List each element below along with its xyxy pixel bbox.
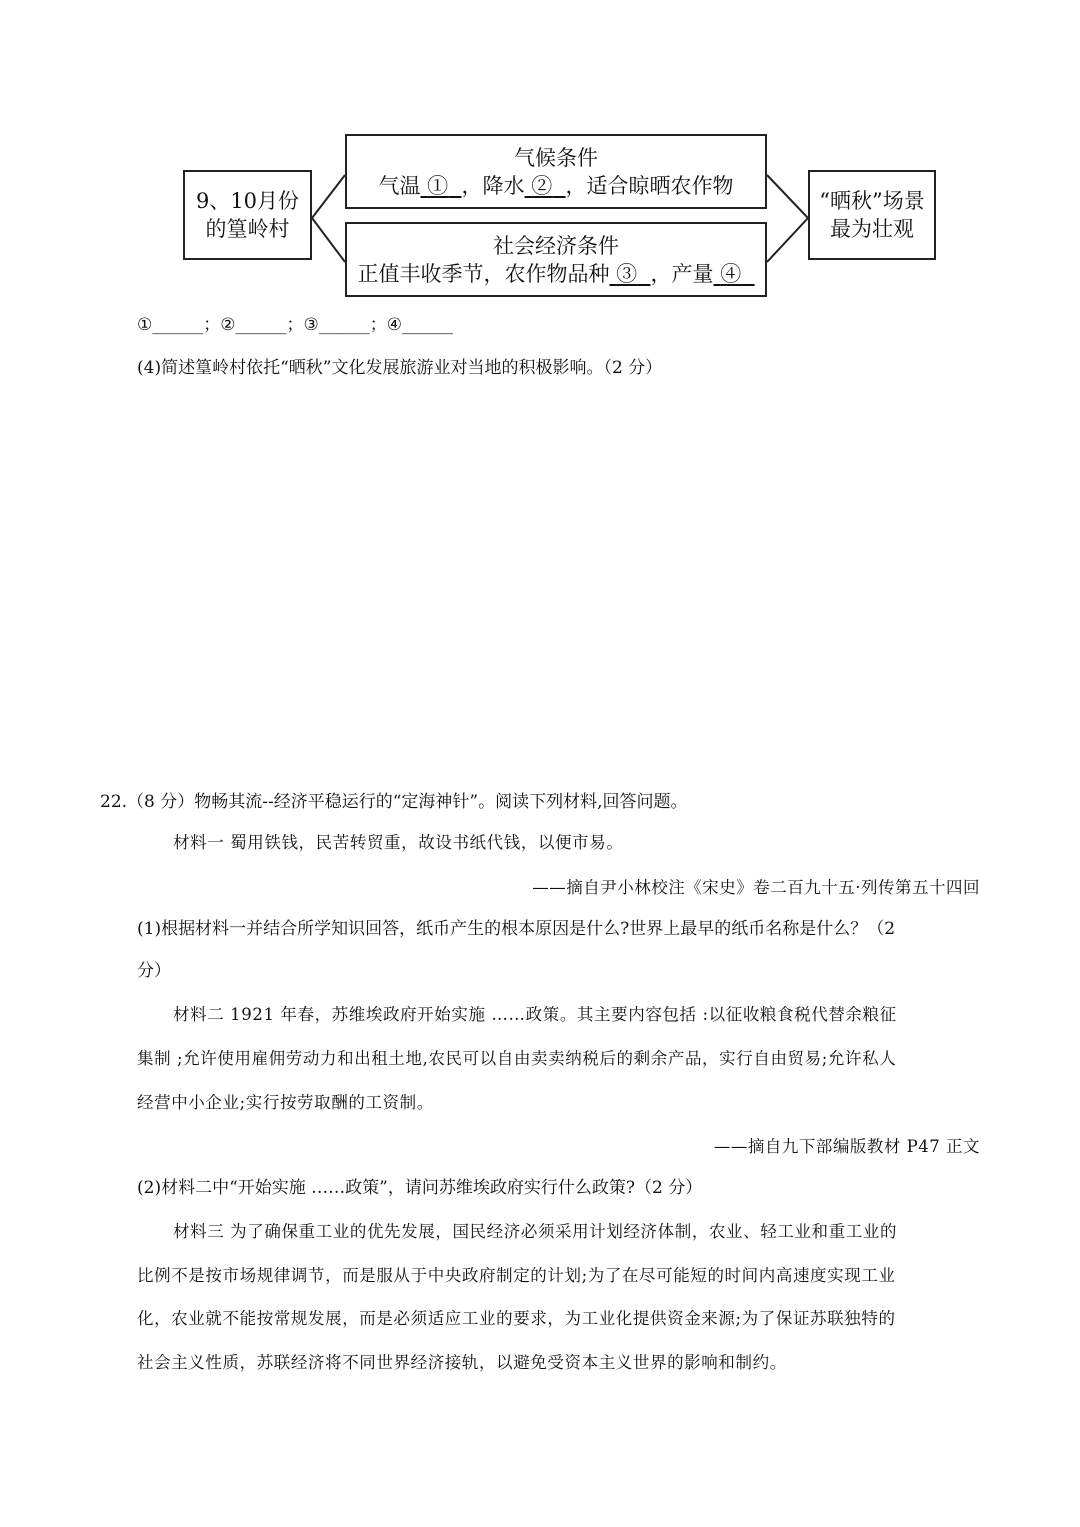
climate-box: [345, 134, 767, 209]
blank-4: [714, 262, 755, 286]
climate-suffix: ，适合晾晒农作物: [565, 174, 734, 198]
left-connector: [312, 175, 345, 262]
right-connector: [767, 175, 808, 262]
blank-2-label: ②: [531, 174, 553, 198]
blank-3-label: ③: [616, 262, 638, 286]
material-3-line1: 材料三 为了确保重工业的优先发展，国民经济必须采用计划经济体制，农业、轻工业和重工业的: [173, 1222, 898, 1241]
question-4: (4)简述篁岭村依托“晒秋”文化发展旅游业对当地的积极影响。（2 分）: [137, 358, 663, 378]
climate-line: [347, 172, 765, 200]
material-3-line4: 社会主义性质，苏联经济将不同世界经济接轨，以避免受资本主义世界的影响和制约。: [137, 1353, 787, 1372]
question-22-heading: 22.（8 分）物畅其流--经济平稳运行的“定海神针”。阅读下列材料,回答问题。: [100, 792, 688, 812]
question-22-1-line1: (1)根据材料一并结合所学知识回答，纸币产生的根本原因是什么?世界上最早的纸币名称是什么？（2: [137, 919, 896, 939]
blank-1-label: ①: [427, 174, 449, 198]
blank-4-label: ④: [720, 262, 742, 286]
blank-1: [420, 174, 461, 198]
right-box-line1: “晒秋”场景: [819, 189, 925, 213]
left-box-line2: 的篁岭村: [205, 217, 290, 241]
left-box: [183, 170, 312, 260]
blank-2: [525, 174, 566, 198]
climate-prefix: 气温: [378, 174, 421, 198]
social-mid: ，产量: [650, 262, 714, 286]
material-3-line2: 比例不是按市场规律调节，而是服从于中央政府制定的计划;为了在尽可能短的时间内高速度实现工业: [137, 1266, 896, 1285]
left-box-line1: 9、10月份: [195, 189, 300, 213]
question-22-1-line2: 分）: [137, 961, 171, 981]
social-box: [345, 222, 767, 297]
social-prefix: 正值丰收季节，农作物品种: [357, 262, 610, 286]
source-2: ——摘自九下部编版教材 P47 正文: [713, 1137, 980, 1156]
material-2-line3: 经营中小企业;实行按劳取酬的工资制。: [137, 1093, 434, 1112]
material-1: 材料一 蜀用铁钱，民苦转贸重，故设书纸代钱，以便市易。: [173, 833, 624, 852]
blank-3: [609, 262, 650, 286]
climate-title: 气候条件: [514, 146, 598, 170]
climate-mid: ，降水: [461, 174, 525, 198]
social-line: [347, 260, 765, 288]
question-22-2: (2)材料二中“开始实施 ……政策”，请问苏维埃政府实行什么政策?（2 分）: [137, 1178, 703, 1198]
material-3-line3: 化，农业就不能按常规发展，而是必须适应工业的要求，为工业化提供资金来源;为了保证苏联独特的: [137, 1309, 896, 1328]
answer-blanks[interactable]: ①______；②______；③______；④______: [137, 315, 453, 335]
right-box-line2: 最为壮观: [830, 217, 914, 241]
material-2-line2: 集制 ;允许使用雇佣劳动力和出租土地,农民可以自由卖卖纳税后的剩余产品，实行自由贸易;允许私人: [137, 1049, 897, 1068]
social-title: 社会经济条件: [493, 234, 619, 258]
source-1: ——摘自尹小林校注《宋史》卷二百九十五·列传第五十四回: [532, 878, 980, 897]
material-2-line1: 材料二 1921 年春，苏维埃政府开始实施 ……政策。其主要内容包括 :以征收粮食税代替余粮征: [173, 1005, 897, 1024]
right-box: [808, 170, 936, 260]
